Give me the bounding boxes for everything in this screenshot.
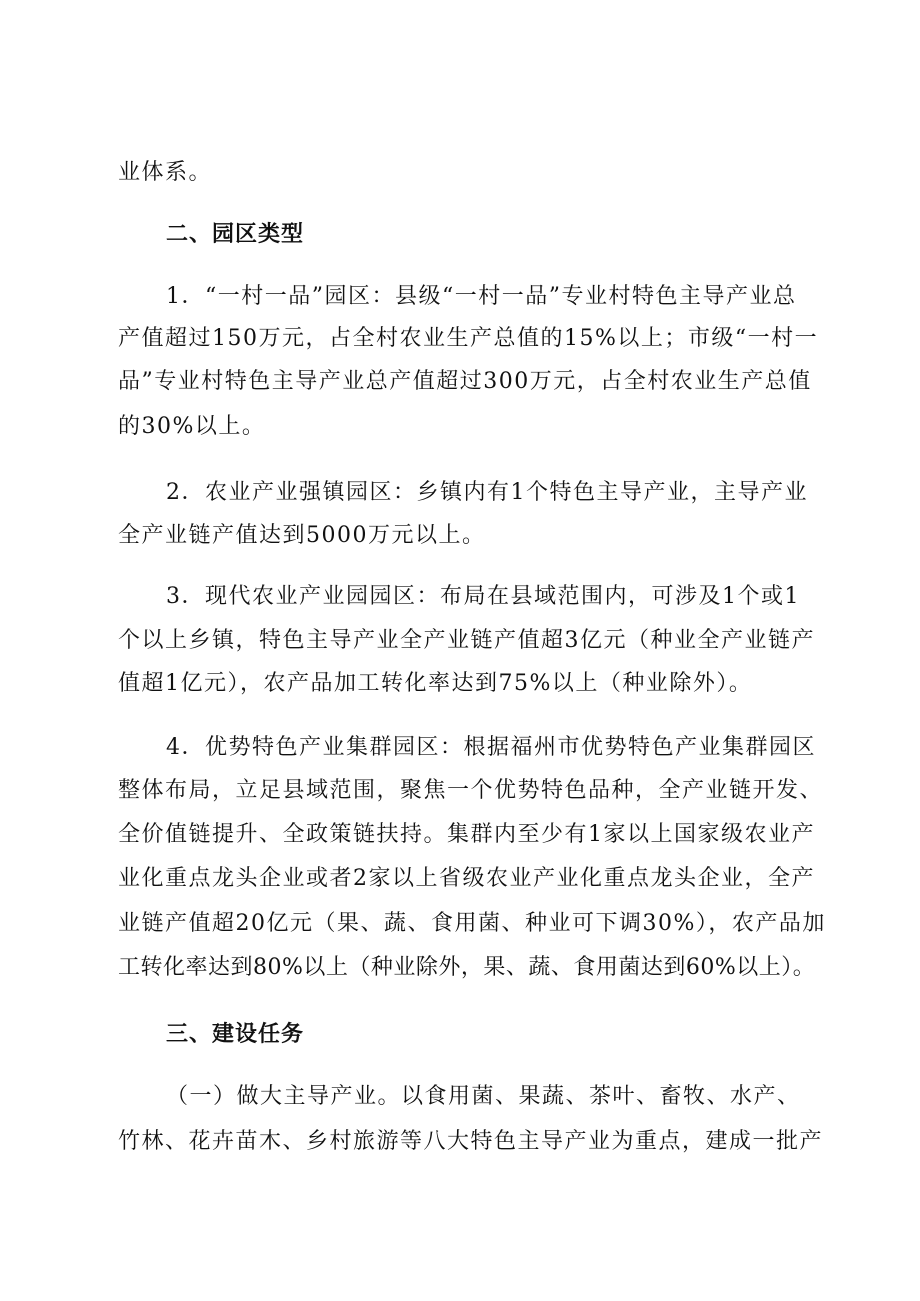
paragraph-line: 全产业链产值达到5000万元以上。	[118, 523, 486, 548]
paragraph-line: 的30%以上。	[118, 414, 266, 439]
paragraph-line: 品”专业村特色主导产业总产值超过300万元，占全村农业生产总值	[118, 369, 812, 394]
paragraph-line: 1．“一村一品”园区：县级“一村一品”专业村特色主导产业总	[166, 284, 797, 309]
paragraph-line: 工转化率达到80%以上（种业除外，果、蔬、食用菌达到60%以上）。	[118, 955, 816, 980]
paragraph-line: 值超1亿元），农产品加工转化率达到75%以上（种业除外）。	[118, 671, 753, 696]
paragraph-line: 业化重点龙头企业或者2家以上省级农业产业化重点龙头企业，全产	[118, 866, 815, 891]
paragraph-line: 竹林、花卉苗木、乡村旅游等八大特色主导产业为重点，建成一批产	[118, 1129, 824, 1154]
section-heading-construction-tasks: 三、建设任务	[166, 1022, 305, 1047]
paragraph-line: 全价值链提升、全政策链扶持。集群内至少有1家以上国家级农业产	[118, 822, 815, 847]
paragraph-line: 业体系。	[118, 160, 213, 185]
paragraph-line: 4．优势特色产业集群园区：根据福州市优势特色产业集群园区	[166, 735, 816, 760]
section-heading-park-types: 二、园区类型	[166, 222, 305, 247]
paragraph-line: 3．现代农业产业园园区：布局在县域范围内，可涉及1个或1	[166, 584, 800, 609]
paragraph-line: （一）做大主导产业。以食用菌、果蔬、茶叶、畜牧、水产、	[166, 1084, 801, 1109]
paragraph-line: 2．农业产业强镇园区：乡镇内有1个特色主导产业，主导产业	[166, 480, 808, 505]
paragraph-line: 个以上乡镇，特色主导产业全产业链产值超3亿元（种业全产业链产	[118, 628, 815, 653]
paragraph-line: 产值超过150万元，占全村农业生产总值的15%以上；市级“一村一	[118, 326, 819, 351]
paragraph-line: 业链产值超20亿元（果、蔬、食用菌、种业可下调30%），农产品加	[118, 911, 826, 936]
paragraph-line: 整体布局，立足县域范围，聚焦一个优势特色品种，全产业链开发、	[118, 778, 824, 803]
